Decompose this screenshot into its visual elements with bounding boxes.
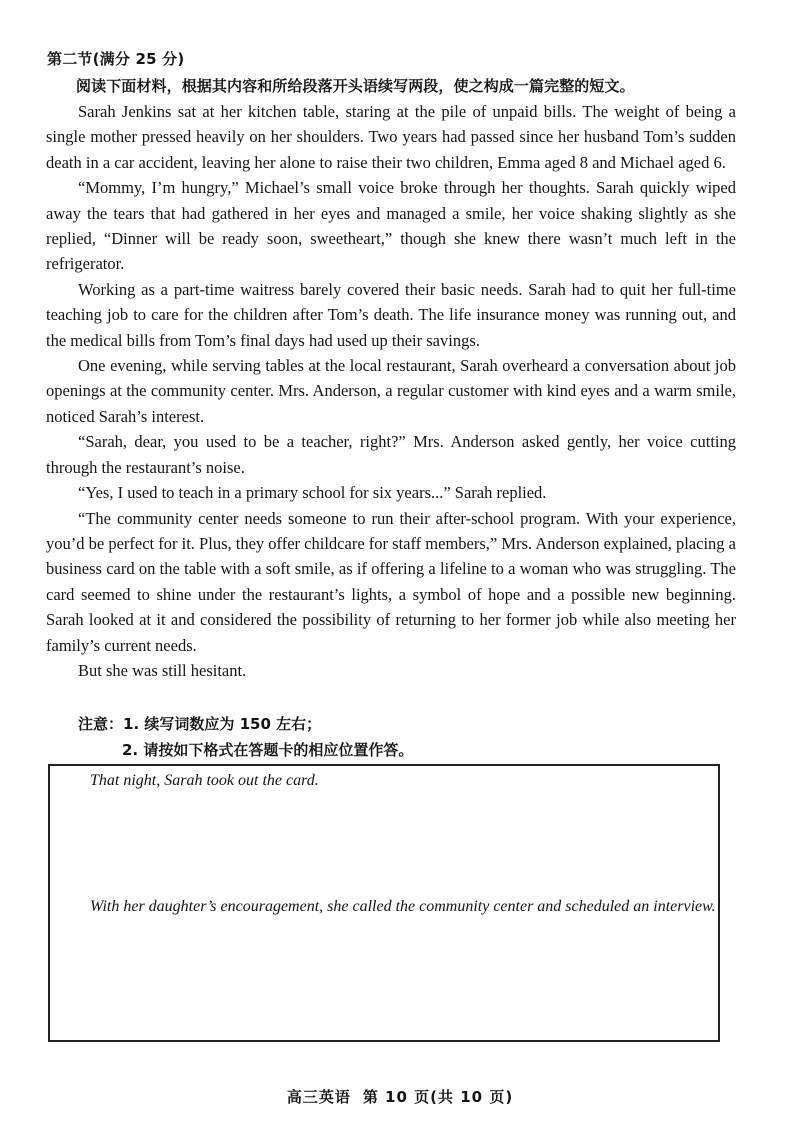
section-instruction: 阅读下面材料，根据其内容和所给段落开头语续写两段，使之构成一篇完整的短文。 <box>76 77 635 95</box>
story-paragraph: “The community center needs someone to run their after-school program. With your experience, you’d be perfect for it. Plus, they offer childcare for staff members,” Mrs. Anderson explained, placing a business card on the table with a soft smile, as if offering a lifeline to a woman who was struggling. The card seemed to shine under the restaurant’s lights, a symbol of hope and a possible new beginning. Sarah looked at it and considered the possibility of returning to her former job while also meeting her family’s current needs. <box>46 508 736 655</box>
section-title: 第二节(满分 25 分) <box>47 50 185 68</box>
notes-section <box>78 711 413 763</box>
story-paragraph: Working as a part-time waitress barely covered their basic needs. Sarah had to quit her full-time teaching job to care for the children after Tom’s death. The life insurance money was running out, and the medical bills from Tom’s final days had used up their savings. <box>46 279 736 350</box>
continuation-prompt-2: With her daughter’s encouragement, she called the community center and scheduled an interview. <box>90 898 716 915</box>
notes-title: 注意： <box>78 715 124 733</box>
note-item-1: 1. 续写词数应为 150 左右； <box>123 715 322 733</box>
story-paragraph: “Mommy, I’m hungry,” Michael’s small voice broke through her thoughts. Sarah quickly wiped away the tears that had gathered in her eyes and managed a smile, her voice shaking slightly as she replied, “Dinner will be ready soon, sweetheart,” though she knew there wasn’t much left in the refrigerator. <box>46 178 736 274</box>
story-passage <box>46 99 736 683</box>
answer-box[interactable] <box>48 764 720 1042</box>
footer-page-number: 第 10 页(共 10 页) <box>362 1088 514 1106</box>
story-paragraph: But she was still hesitant. <box>78 660 247 680</box>
continuation-prompt-1: That night, Sarah took out the card. <box>90 772 319 789</box>
note-item-2: 2. 请按如下格式在答题卡的相应位置作答。 <box>122 741 414 759</box>
story-paragraph: “Sarah, dear, you used to be a teacher, right?” Mrs. Anderson asked gently, her voice cutting through the restaurant’s noise. <box>46 432 736 477</box>
story-paragraph: One evening, while serving tables at the local restaurant, Sarah overheard a conversation about job openings at the community center. Mrs. Anderson, a regular customer with kind eyes and a warm smile, noticed Sarah’s interest. <box>46 356 736 426</box>
story-paragraph: “Yes, I used to teach in a primary school for six years...” Sarah replied. <box>78 483 547 503</box>
story-paragraph: Sarah Jenkins sat at her kitchen table, staring at the pile of unpaid bills. The weight of being a single mother pressed heavily on her shoulders. Two years had passed since her husband Tom’s sudden death in a car accident, leaving her alone to raise their two children, Emma aged 8 and Michael aged 6. <box>46 102 736 172</box>
footer-subject: 高三英语 <box>286 1088 351 1106</box>
page-footer <box>0 1086 800 1107</box>
